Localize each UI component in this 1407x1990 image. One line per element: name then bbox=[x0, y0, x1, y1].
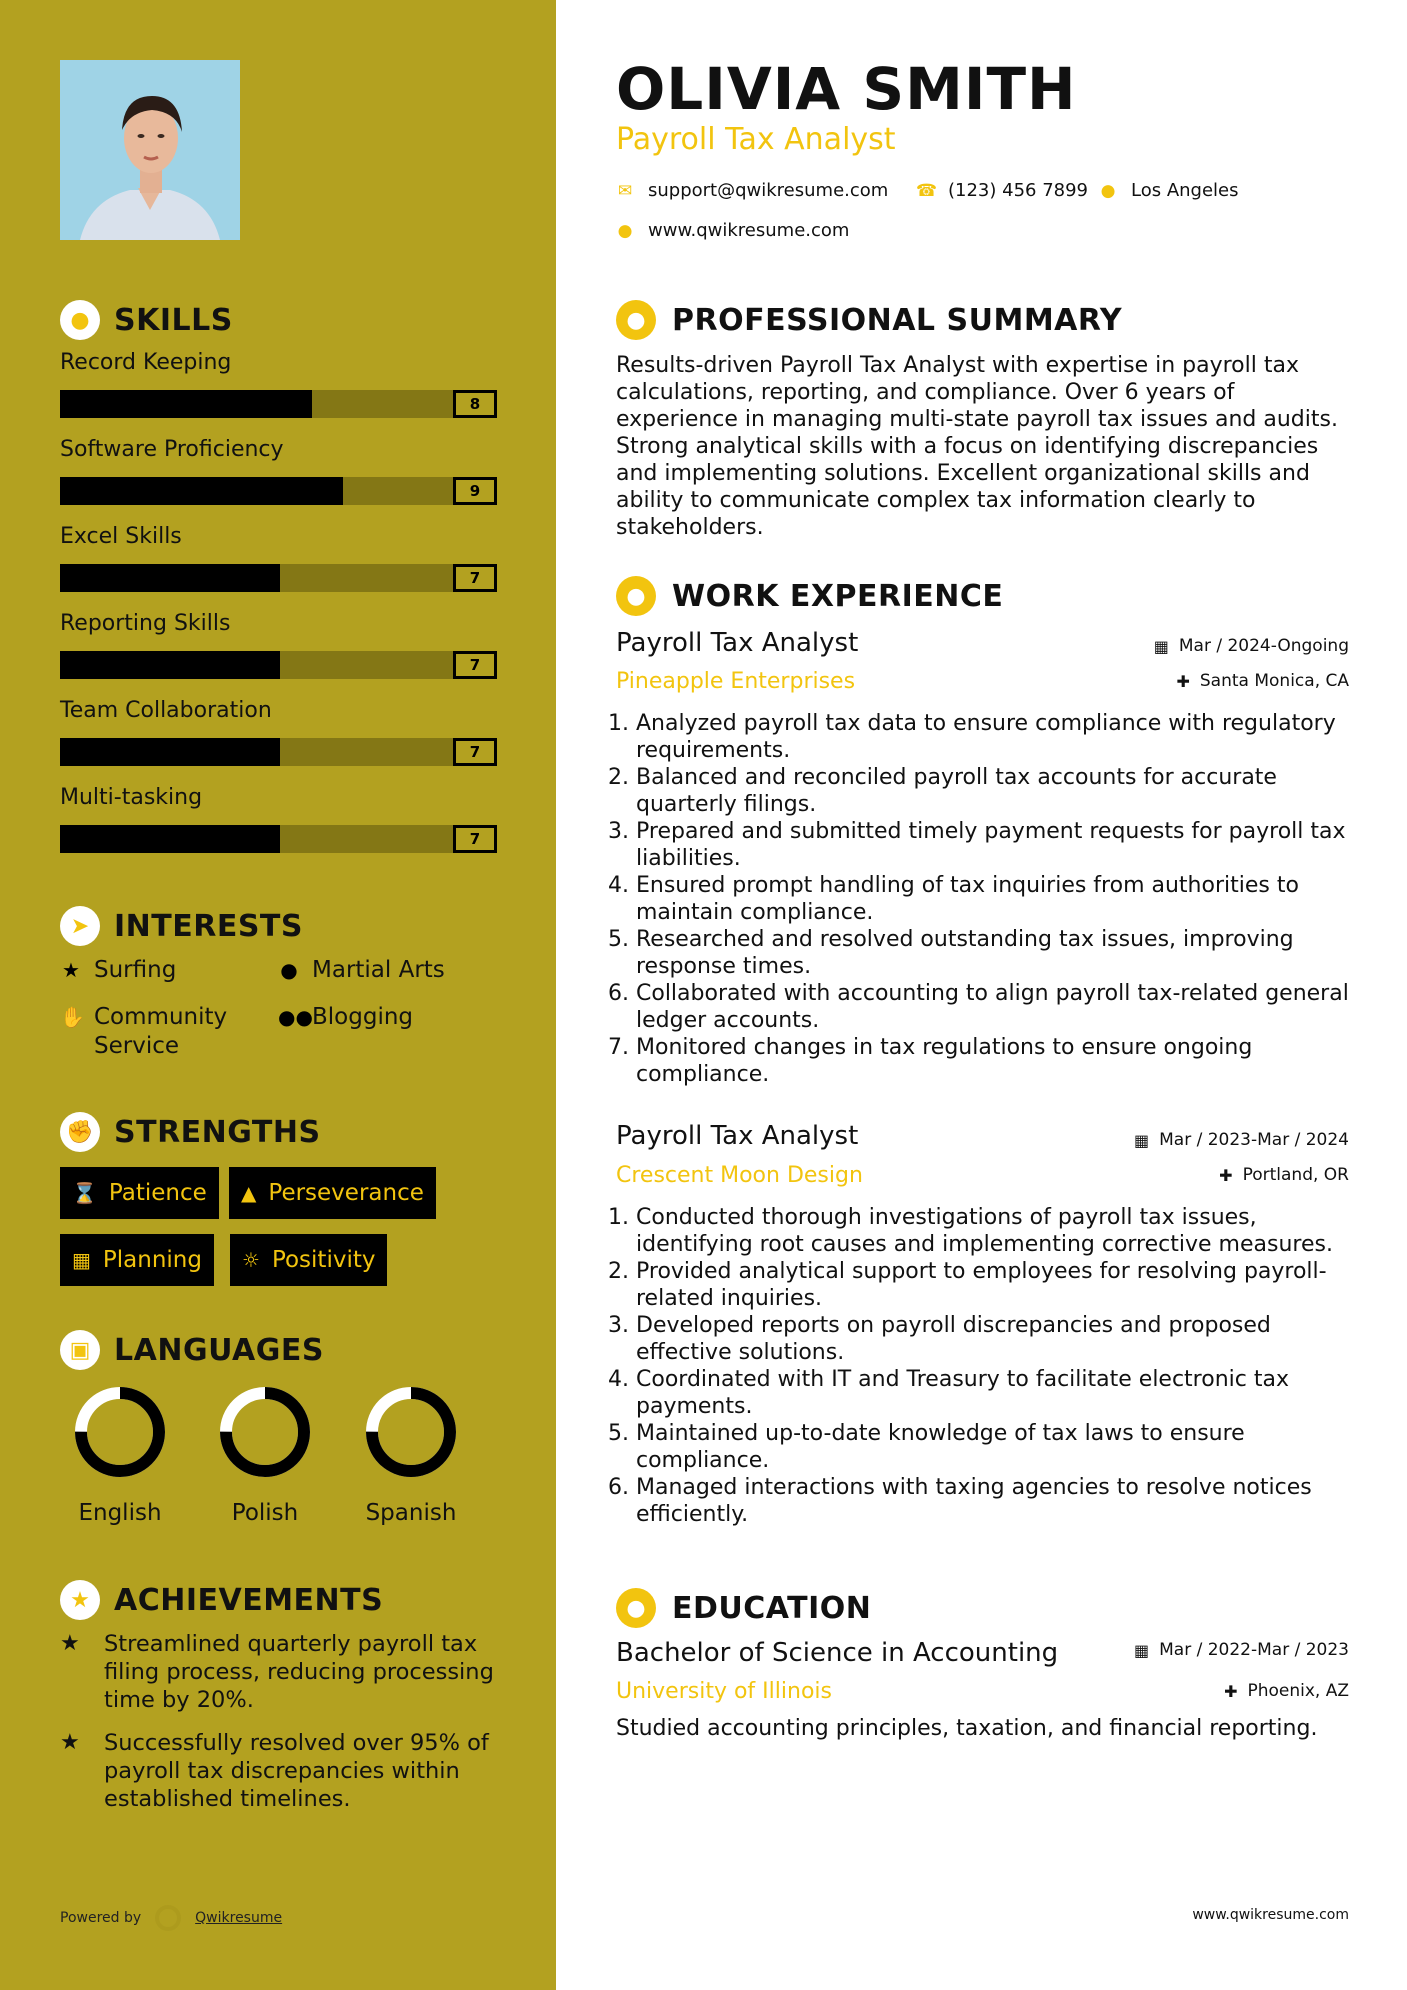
calendar-icon: ▦ bbox=[1153, 636, 1169, 656]
main-content bbox=[556, 0, 1407, 1990]
calendar-icon: ▦ bbox=[1133, 1640, 1150, 1660]
language-ring bbox=[365, 1386, 457, 1478]
contact-email[interactable]: ✉ support@qwikresume.com bbox=[617, 180, 889, 201]
skill-label: Excel Skills bbox=[60, 524, 182, 549]
list-item: 1. Conducted thorough investigations of payroll tax issues, identifying root causes and implementing corrective measures. bbox=[636, 1204, 1366, 1258]
briefcase-icon: ● bbox=[616, 576, 656, 616]
road-icon: ▲ bbox=[241, 1181, 257, 1205]
summary-text: Results-driven Payroll Tax Analyst with expertise in payroll tax calculations, reporting, and compliance. Over 6 years of experience in managing multi-state payroll tax issues and audits. Strong analytical skills with a focus on identifying discrepancies and implementing solutions. Excellent organizational skills and ability to communicate complex tax information clearly to stakeholders. bbox=[616, 353, 1338, 540]
skills-heading: ● SKILLS bbox=[60, 300, 233, 340]
calendar-icon: ▦ bbox=[1133, 1130, 1150, 1150]
interest-item: ✋ Community Service bbox=[60, 1004, 228, 1059]
interests-heading: ➤ INTERESTS bbox=[60, 906, 303, 946]
language-label: English bbox=[78, 1500, 162, 1526]
education-location: ✚ Phoenix, AZ bbox=[1224, 1681, 1349, 1701]
language-icon: ▣ bbox=[60, 1330, 100, 1370]
sidebar bbox=[0, 0, 556, 1990]
star-badge-icon: ★ bbox=[60, 1580, 100, 1620]
job-bullets bbox=[616, 710, 1366, 1088]
strength-badge: ☼ Positivity bbox=[230, 1234, 387, 1286]
pin-icon: ✚ bbox=[1224, 1681, 1238, 1701]
star-icon: ★ bbox=[62, 958, 80, 982]
contact-website[interactable]: ● www.qwikresume.com bbox=[617, 220, 850, 241]
skill-bar-fill bbox=[60, 390, 312, 418]
job-company: Crescent Moon Design bbox=[616, 1163, 863, 1188]
skill-level-badge: 7 bbox=[453, 825, 497, 853]
skill-bar bbox=[60, 477, 497, 505]
skill-bar-fill bbox=[60, 825, 280, 853]
user-icon: ● bbox=[616, 300, 656, 340]
pin-icon: ✚ bbox=[1219, 1165, 1233, 1185]
job-bullets bbox=[616, 1204, 1366, 1528]
hourglass-icon: ⌛ bbox=[72, 1181, 97, 1205]
job-title: Payroll Tax Analyst bbox=[616, 1121, 859, 1151]
skill-level-badge: 8 bbox=[453, 390, 497, 418]
list-item: 3. Developed reports on payroll discrepancies and proposed effective solutions. bbox=[636, 1312, 1366, 1366]
achievements-heading: ★ ACHIEVEMENTS bbox=[60, 1580, 383, 1620]
pin-icon: ✚ bbox=[1176, 671, 1190, 691]
shooting-star-icon: ★ bbox=[60, 1730, 80, 1755]
list-item: 3. Prepared and submitted timely payment requests for payroll tax liabilities. bbox=[636, 818, 1366, 872]
list-item: 2. Provided analytical support to employees for resolving payroll-related inquiries. bbox=[636, 1258, 1366, 1312]
strength-badge: ▦ Planning bbox=[60, 1234, 214, 1286]
calendar-icon: ▦ bbox=[72, 1248, 91, 1272]
profile-photo bbox=[60, 60, 240, 240]
skill-label: Multi-tasking bbox=[60, 785, 203, 810]
skill-bar-fill bbox=[60, 564, 280, 592]
map-marker-icon: ● bbox=[1100, 180, 1116, 201]
skill-level-badge: 7 bbox=[453, 564, 497, 592]
list-item: 4. Coordinated with IT and Treasury to facilitate electronic tax payments. bbox=[636, 1366, 1366, 1420]
skill-bar-fill bbox=[60, 738, 280, 766]
language-label: Polish bbox=[231, 1500, 299, 1526]
skill-bar bbox=[60, 738, 497, 766]
footer-website[interactable]: www.qwikresume.com bbox=[1192, 1907, 1349, 1923]
fist-icon: ✊ bbox=[60, 1112, 100, 1152]
skill-bar-fill bbox=[60, 651, 280, 679]
education-dates: ▦ Mar / 2022-Mar / 2023 bbox=[1133, 1640, 1349, 1660]
education-description: Studied accounting principles, taxation, and financial reporting. bbox=[616, 1716, 1318, 1741]
candidate-name: OLIVIA SMITH bbox=[616, 55, 1077, 123]
list-item: 5. Researched and resolved outstanding tax issues, improving response times. bbox=[636, 926, 1366, 980]
education-school: University of Illinois bbox=[616, 1679, 832, 1704]
list-item: 7. Monitored changes in tax regulations to ensure ongoing compliance. bbox=[636, 1034, 1366, 1088]
sun-icon: ☼ bbox=[242, 1248, 260, 1272]
skill-bar bbox=[60, 564, 497, 592]
qwikresume-logo-icon bbox=[155, 1905, 181, 1931]
users-icon: ●● bbox=[278, 1005, 313, 1029]
contact-location: ● Los Angeles bbox=[1100, 180, 1239, 201]
list-item: 5. Maintained up-to-date knowledge of tax laws to ensure compliance. bbox=[636, 1420, 1366, 1474]
globe-icon: ● bbox=[280, 958, 298, 982]
globe-icon: ● bbox=[617, 220, 633, 241]
job-company: Pineapple Enterprises bbox=[616, 669, 856, 694]
contact-phone[interactable]: ☎ (123) 456 7899 bbox=[916, 180, 1089, 201]
strength-badge: ⌛ Patience bbox=[60, 1167, 219, 1219]
skill-bar bbox=[60, 651, 497, 679]
job-location: ✚ Santa Monica, CA bbox=[1176, 671, 1349, 691]
skill-label: Reporting Skills bbox=[60, 611, 231, 636]
skill-level-badge: 9 bbox=[453, 477, 497, 505]
interest-item: ★ Surfing bbox=[60, 956, 176, 985]
list-item: 1. Analyzed payroll tax data to ensure compliance with regulatory requirements. bbox=[636, 710, 1366, 764]
job-location: ✚ Portland, OR bbox=[1219, 1165, 1349, 1185]
achievement-item: ★ Streamlined quarterly payroll tax filing process, reducing processing time by 20%. bbox=[60, 1631, 494, 1713]
education-degree: Bachelor of Science in Accounting bbox=[616, 1638, 1059, 1668]
job-dates: ▦ Mar / 2024-Ongoing bbox=[1153, 636, 1349, 656]
hand-icon: ✋ bbox=[60, 1005, 85, 1029]
achievement-item: ★ Successfully resolved over 95% of payroll tax discrepancies within established timelines. bbox=[60, 1730, 489, 1812]
languages-heading: ▣ LANGUAGES bbox=[60, 1330, 324, 1370]
shooting-star-icon: ★ bbox=[60, 1631, 80, 1656]
list-item: 2. Balanced and reconciled payroll tax accounts for accurate quarterly filings. bbox=[636, 764, 1366, 818]
interest-item: ● Martial Arts bbox=[278, 956, 445, 985]
skill-level-badge: 7 bbox=[453, 738, 497, 766]
language-ring bbox=[219, 1386, 311, 1478]
envelope-icon: ✉ bbox=[617, 180, 633, 201]
job-dates: ▦ Mar / 2023-Mar / 2024 bbox=[1133, 1130, 1349, 1150]
skill-level-badge: 7 bbox=[453, 651, 497, 679]
candidate-role: Payroll Tax Analyst bbox=[616, 122, 896, 157]
lightbulb-icon: ● bbox=[60, 300, 100, 340]
strengths-heading: ✊ STRENGTHS bbox=[60, 1112, 321, 1152]
powered-by: Powered by Qwikresume bbox=[60, 1905, 282, 1931]
education-heading: ● EDUCATION bbox=[616, 1588, 871, 1628]
job-title: Payroll Tax Analyst bbox=[616, 628, 859, 658]
strength-badge: ▲ Perseverance bbox=[229, 1167, 436, 1219]
skill-label: Record Keeping bbox=[60, 350, 232, 375]
summary-heading: ● PROFESSIONAL SUMMARY bbox=[616, 300, 1122, 340]
skill-label: Team Collaboration bbox=[60, 698, 272, 723]
language-label: Spanish bbox=[365, 1500, 457, 1526]
list-item: 6. Collaborated with accounting to align payroll tax-related general ledger accounts. bbox=[636, 980, 1366, 1034]
list-item: 4. Ensured prompt handling of tax inquiries from authorities to maintain compliance. bbox=[636, 872, 1366, 926]
list-item: 6. Managed interactions with taxing agencies to resolve notices efficiently. bbox=[636, 1474, 1366, 1528]
skill-bar bbox=[60, 390, 497, 418]
interest-item: ●● Blogging bbox=[278, 1004, 414, 1030]
skill-label: Software Proficiency bbox=[60, 437, 284, 462]
experience-heading: ● WORK EXPERIENCE bbox=[616, 576, 1003, 616]
qwikresume-link[interactable]: Qwikresume bbox=[195, 1910, 283, 1926]
skill-bar-fill bbox=[60, 477, 343, 505]
skill-bar bbox=[60, 825, 497, 853]
language-ring bbox=[74, 1386, 166, 1478]
graduation-cap-icon: ● bbox=[616, 1588, 656, 1628]
phone-icon: ☎ bbox=[916, 180, 938, 201]
paper-plane-icon: ➤ bbox=[60, 906, 100, 946]
